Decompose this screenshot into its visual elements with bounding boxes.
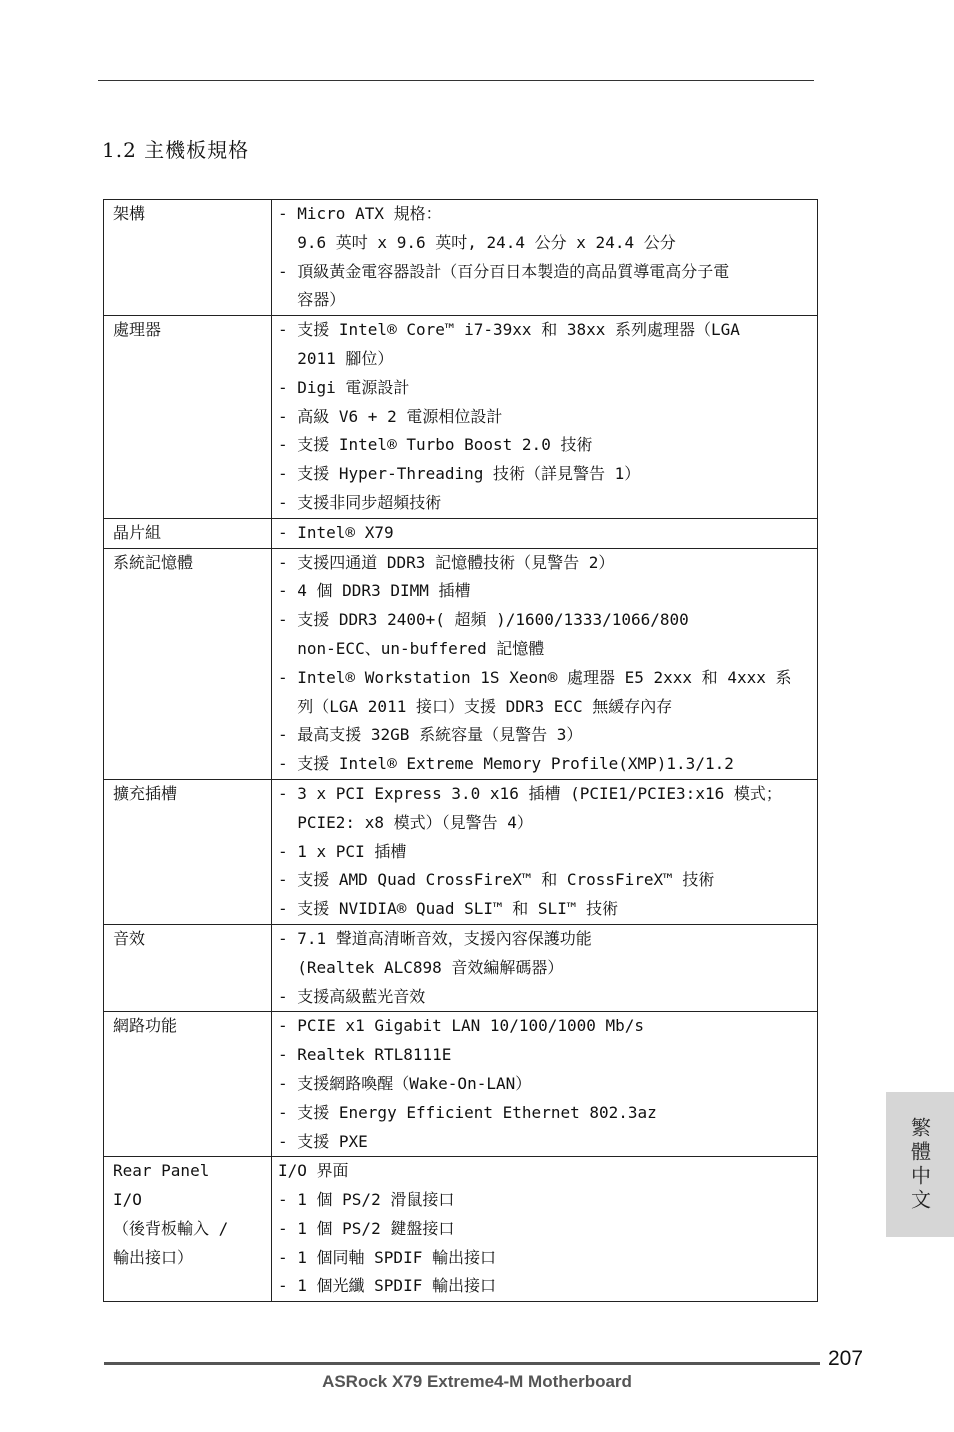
spec-row-content: [272, 548, 818, 779]
spec-row-label: [104, 1012, 272, 1157]
spec-content-line: - 支援非同步超頻技術: [278, 492, 442, 512]
footer-title: ASRock X79 Extreme4-M Motherboard: [322, 1372, 632, 1391]
spec-content-line: - 7.1 聲道高清晰音效，支援內容保護功能: [278, 928, 592, 948]
top-rule: [98, 80, 814, 81]
spec-content-line: - 支援 NVIDIA® Quad SLI™ 和 SLI™ 技術: [278, 899, 619, 919]
spec-content-line: - Digi 電源設計: [278, 377, 410, 397]
spec-label-line: 輸出接口）: [113, 1247, 194, 1267]
spec-content-line: - 支援四通道 DDR3 記憶體技術（見警告 2）: [278, 552, 615, 572]
spec-content-line: 列（LGA 2011 接口）支援 DDR3 ECC 無緩存內存: [278, 696, 673, 716]
spec-row-label: [104, 548, 272, 779]
spec-row-content: [272, 1012, 818, 1157]
spec-content-line: - 1 個同軸 SPDIF 輸出接口: [278, 1247, 496, 1267]
spec-content-line: - Realtek RTL8111E: [278, 1045, 452, 1065]
spec-row-label: [104, 200, 272, 316]
spec-content-line: - 1 個 PS/2 鍵盤接口: [278, 1218, 455, 1238]
spec-content-line: - Intel® X79: [278, 522, 394, 542]
spec-label-line: Rear Panel: [113, 1161, 210, 1181]
spec-content-line: - 1 x PCI 插槽: [278, 841, 407, 861]
spec-content-line: - 3 x PCI Express 3.0 x16 插槽 (PCIE1/PCIE3:x16 模式；: [278, 783, 782, 803]
spec-label-line: 擴充插槽: [113, 783, 178, 803]
spec-row-content: [272, 924, 818, 1011]
spec-content-line: - 頂級黃金電容器設計（百分百日本製造的高品質導電高分子電: [278, 261, 730, 281]
spec-content-line: (Realtek ALC898 音效編解碼器）: [278, 957, 564, 977]
spec-content-line: - 1 個光纖 SPDIF 輸出接口: [278, 1276, 496, 1296]
spec-content-line: - 支援 Intel® Extreme Memory Profile(XMP)1.3/1.2: [278, 754, 734, 774]
spec-row-label: [104, 924, 272, 1011]
spec-content-line: - Micro ATX 規格：: [278, 204, 442, 223]
spec-row-content: [272, 518, 818, 548]
spec-content-line: I/O 界面: [278, 1161, 349, 1181]
spec-row-label: [104, 779, 272, 924]
spec-content-line: - PCIE x1 Gigabit LAN 10/100/1000 Mb/s: [278, 1016, 645, 1036]
spec-content-line: - 4 個 DDR3 DIMM 插槽: [278, 581, 471, 601]
spec-content-line: 2011 腳位）: [278, 348, 394, 368]
spec-row: [104, 1157, 818, 1302]
spec-content-line: - 支援 Intel® Turbo Boost 2.0 技術: [278, 435, 593, 455]
spec-content-line: 容器）: [278, 290, 346, 310]
spec-label-line: I/O: [113, 1190, 142, 1210]
spec-label-line: 音效: [113, 928, 146, 948]
section-title: 1.2 主機板規格: [102, 138, 250, 162]
spec-content-line: - 高級 V6 + 2 電源相位設計: [278, 406, 503, 426]
spec-table-body: [104, 200, 818, 1302]
spec-row: [104, 924, 818, 1011]
language-side-tab: [886, 1092, 954, 1237]
spec-label-line: 晶片組: [113, 522, 162, 542]
spec-content-line: - 支援 Hyper-Threading 技術（詳見警告 1）: [278, 464, 641, 484]
spec-row: [104, 779, 818, 924]
spec-content-line: - 支援 PXE: [278, 1131, 368, 1151]
spec-content-line: PCIE2: x8 模式）（見警告 4）: [278, 812, 533, 832]
spec-content-line: - 支援 DDR3 2400+( 超頻 )/1600/1333/1066/800: [278, 610, 689, 630]
spec-content-line: - Intel® Workstation 1S Xeon® 處理器 E5 2xxx 和 4xxx 系: [278, 667, 792, 687]
spec-table: [103, 199, 818, 1302]
spec-label-line: （後背板輸入 /: [113, 1218, 229, 1238]
spec-content-line: - 支援網路喚醒（Wake-On-LAN）: [278, 1073, 532, 1093]
language-side-tab-label: 繁體中文: [907, 1116, 932, 1213]
spec-row: [104, 548, 818, 779]
spec-content-line: non-ECC、un-buffered 記憶體: [278, 638, 545, 658]
spec-row-content: [272, 779, 818, 924]
spec-row-label: [104, 316, 272, 519]
spec-content-line: - 1 個 PS/2 滑鼠接口: [278, 1190, 455, 1210]
spec-row: [104, 1012, 818, 1157]
spec-row: [104, 518, 818, 548]
page-number: 207: [828, 1347, 864, 1370]
spec-row-content: [272, 200, 818, 316]
spec-content-line: - 支援 Intel® Core™ i7-39xx 和 38xx 系列處理器（LGA: [278, 320, 740, 340]
spec-row-label: [104, 518, 272, 548]
spec-content-line: - 最高支援 32GB 系統容量（見警告 3）: [278, 725, 583, 745]
spec-label-line: 系統記憶體: [113, 552, 194, 572]
spec-content-line: - 支援 AMD Quad CrossFireX™ 和 CrossFireX™ 技術: [278, 870, 715, 890]
spec-content-line: 9.6 英吋 x 9.6 英吋, 24.4 公分 x 24.4 公分: [278, 232, 676, 252]
spec-row-label: [104, 1157, 272, 1302]
spec-row: [104, 316, 818, 519]
spec-label-line: 架構: [113, 204, 146, 223]
spec-label-line: 處理器: [113, 320, 162, 340]
spec-row-content: [272, 316, 818, 519]
spec-row-content: [272, 1157, 818, 1302]
spec-row: [104, 200, 818, 316]
spec-label-line: 網路功能: [113, 1016, 178, 1036]
spec-content-line: - 支援 Energy Efficient Ethernet 802.3az: [278, 1102, 657, 1122]
spec-content-line: - 支援高級藍光音效: [278, 986, 426, 1006]
bottom-rule: [104, 1362, 820, 1365]
